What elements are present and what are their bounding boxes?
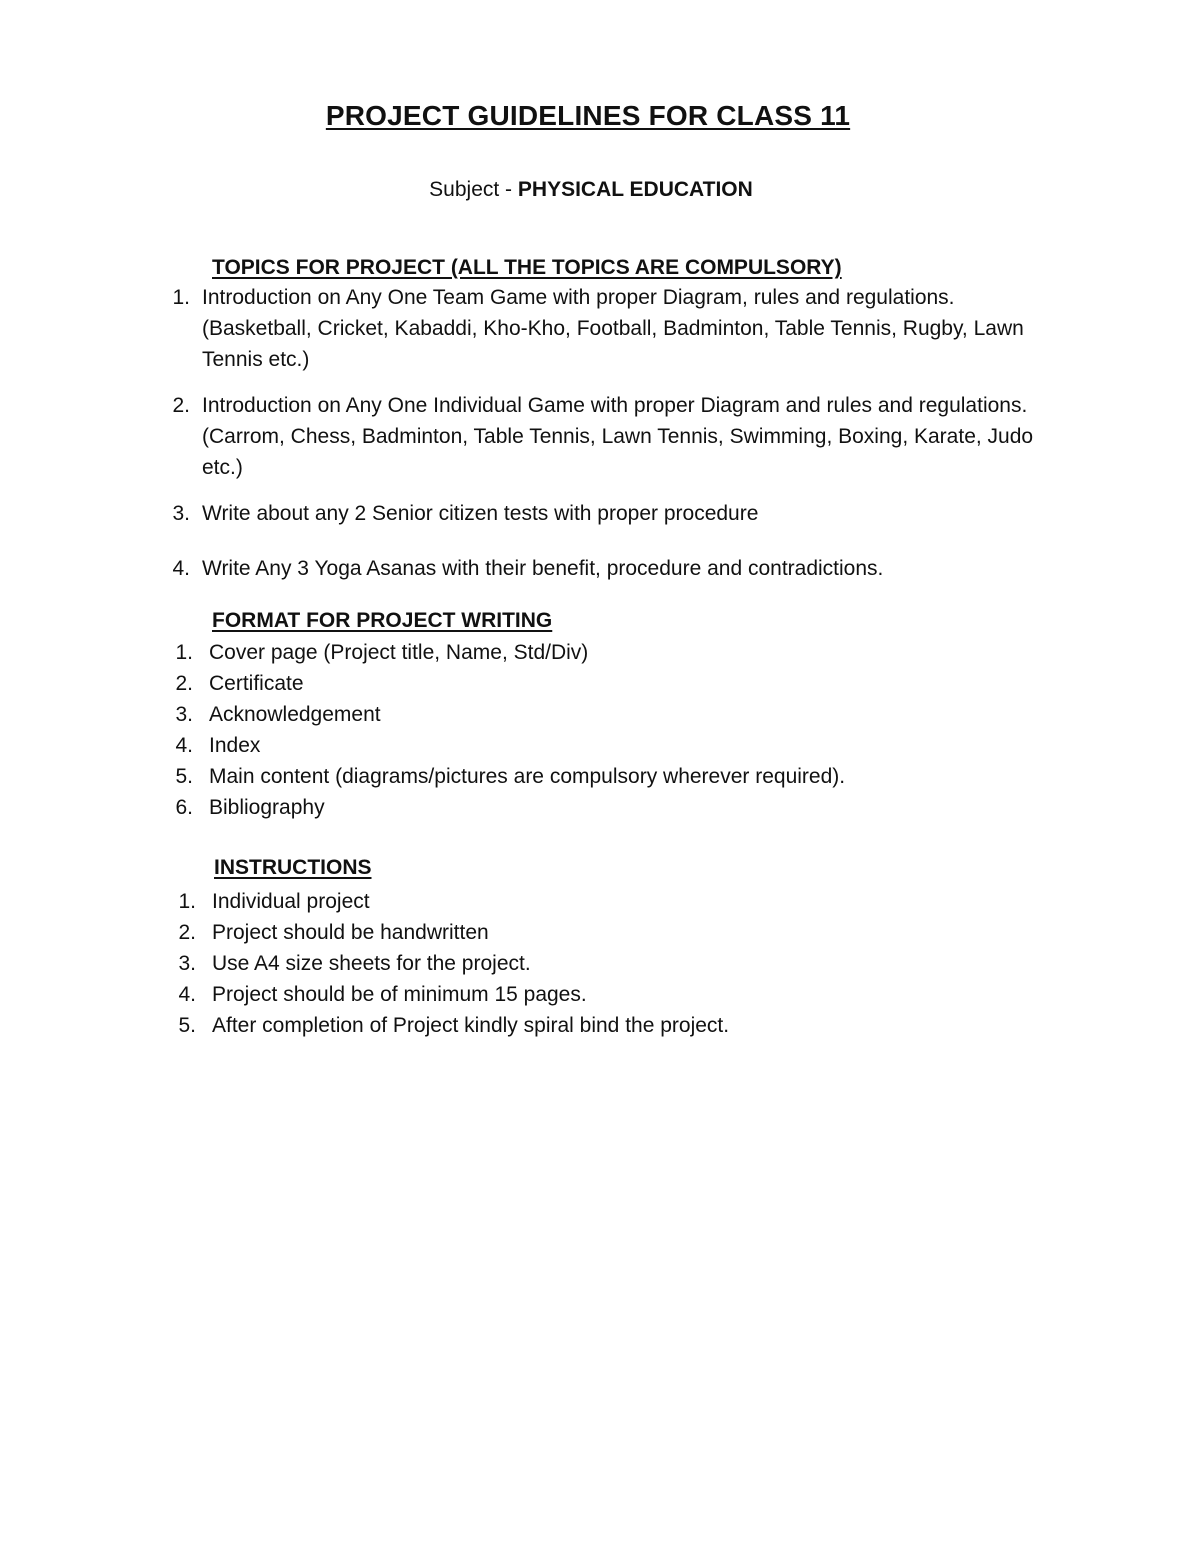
format-heading: FORMAT FOR PROJECT WRITING — [212, 609, 553, 632]
item-text: Main content (diagrams/pictures are compulsory wherever required). — [209, 765, 846, 788]
item-text: Project should be of minimum 15 pages. — [212, 983, 587, 1006]
item-number: 2. — [172, 394, 190, 417]
item-text: Cover page (Project title, Name, Std/Div) — [209, 641, 589, 664]
list-item — [166, 886, 1066, 917]
item-number: 3. — [172, 502, 190, 525]
item-text: Individual project — [212, 890, 370, 913]
item-text: Bibliography — [209, 796, 325, 819]
item-number: 2. — [175, 672, 193, 695]
list-item — [163, 668, 1063, 699]
item-text: Use A4 size sheets for the project. — [212, 952, 531, 975]
item-number: 2. — [178, 921, 196, 944]
list-item — [163, 637, 1063, 668]
item-text: Introduction on Any One Individual Game with proper Diagram and rules and regulations. (Carrom, Chess, Badminton, Table Tennis, Lawn Tennis, Swimming, Boxing, Karate, Judo etc.) — [202, 394, 1034, 479]
item-text: Certificate — [209, 672, 304, 695]
list-item — [166, 979, 1066, 1010]
item-text: Acknowledgement — [209, 703, 381, 726]
item-number: 3. — [178, 952, 196, 975]
item-text: Write Any 3 Yoga Asanas with their benefit, procedure and contradictions. — [202, 557, 884, 580]
item-number: 1. — [175, 641, 193, 664]
list-item — [160, 498, 1050, 529]
list-item — [163, 792, 1063, 823]
item-text: After completion of Project kindly spiral bind the project. — [212, 1014, 730, 1037]
item-number: 4. — [172, 557, 190, 580]
subject-value: PHYSICAL EDUCATION — [517, 178, 753, 201]
item-number: 1. — [172, 286, 190, 309]
list-item — [163, 730, 1063, 761]
list-item — [163, 761, 1063, 792]
topics-heading: TOPICS FOR PROJECT (ALL THE TOPICS ARE COMPULSORY) — [212, 256, 842, 279]
item-text: Project should be handwritten — [212, 921, 489, 944]
item-text: Write about any 2 Senior citizen tests with proper procedure — [202, 502, 759, 525]
item-text: Introduction on Any One Team Game with proper Diagram, rules and regulations. (Basketball, Cricket, Kabaddi, Kho-Kho, Football, Badminton, Table Tennis, Rugby, Lawn Tennis etc.) — [202, 286, 1024, 371]
instructions-heading: INSTRUCTIONS — [214, 856, 372, 879]
item-number: 5. — [175, 765, 193, 788]
list-item — [166, 1010, 1066, 1041]
item-text: Index — [209, 734, 261, 757]
list-item — [166, 948, 1066, 979]
list-item — [163, 699, 1063, 730]
topics-list — [160, 282, 1050, 584]
page-title: PROJECT GUIDELINES FOR CLASS 11 — [325, 100, 851, 131]
item-number: 5. — [178, 1014, 196, 1037]
subject-line — [0, 178, 1182, 202]
format-list — [163, 637, 1063, 823]
list-item — [160, 390, 1050, 483]
list-item — [160, 282, 1050, 375]
list-item — [160, 553, 1050, 584]
instructions-list — [166, 886, 1066, 1041]
item-number: 4. — [178, 983, 196, 1006]
item-number: 6. — [175, 796, 193, 819]
subject-label: Subject - — [429, 178, 518, 201]
item-number: 4. — [175, 734, 193, 757]
list-item — [166, 917, 1066, 948]
item-number: 1. — [178, 890, 196, 913]
item-number: 3. — [175, 703, 193, 726]
